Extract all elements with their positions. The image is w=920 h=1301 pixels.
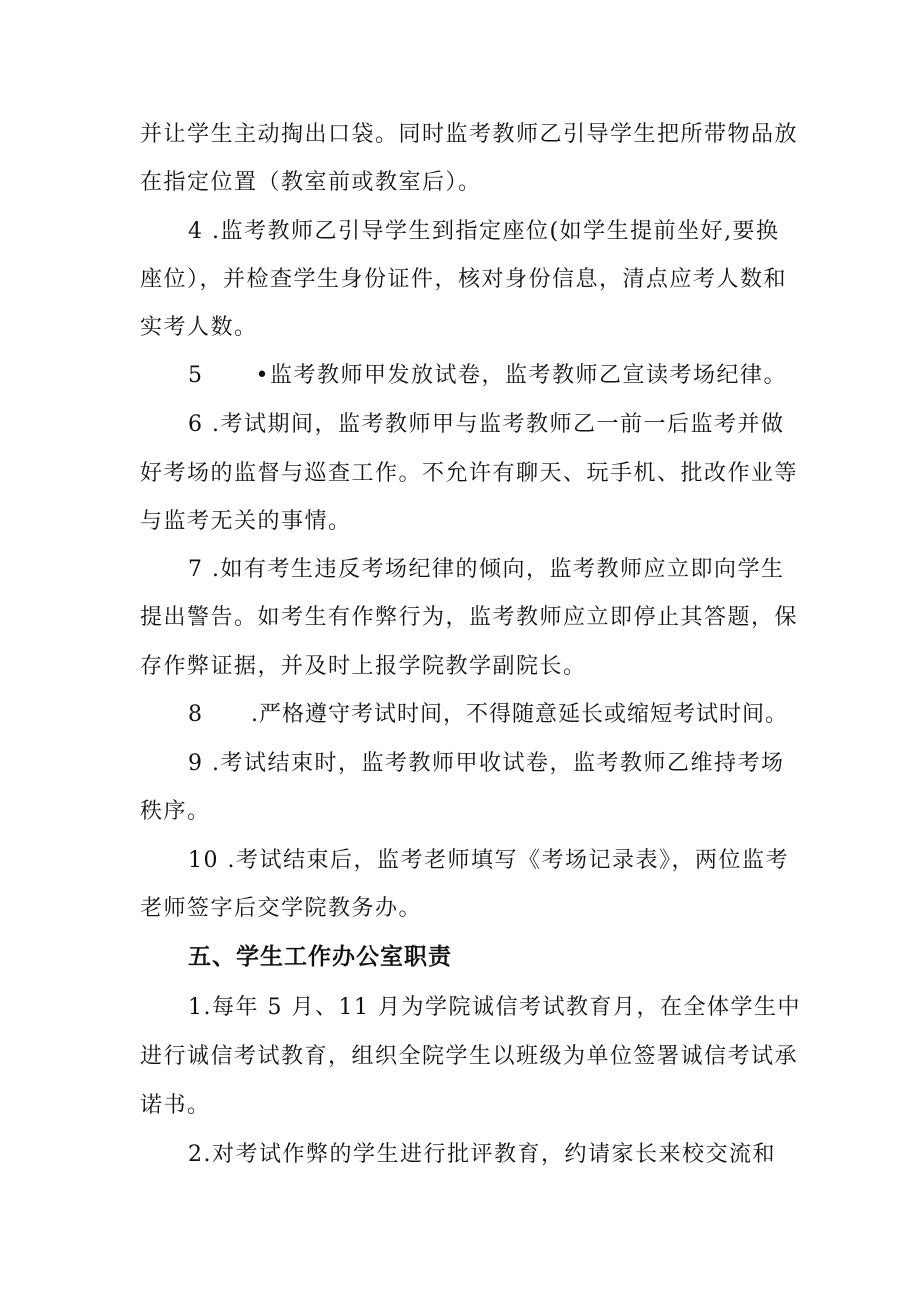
paragraph-line: 老师签字后交学院教务办。: [140, 896, 423, 921]
list-item-1-line: 1.每年 5 月、11 月为学院诚信考试教育月，在全体学生中: [188, 995, 801, 1020]
list-item-8-line: [188, 700, 848, 730]
list-item-6-line: 6 .考试期间，监考教师甲与监考教师乙一前一后监考并做: [188, 412, 785, 437]
section-heading: 五、学生工作办公室职责: [188, 944, 452, 970]
list-item-text: •监考教师甲发放试卷，监考教师乙宣读考场纪律。: [255, 363, 787, 388]
list-item-7-line: 7 .如有考生违反考场纪律的倾向，监考教师应立即向学生: [188, 557, 785, 582]
paragraph-line: 好考场的监督与巡查工作。不允许有聊天、玩手机、批改作业等: [140, 461, 799, 486]
paragraph-line: 提出警告。如考生有作弊行为，监考教师应立即停止其答题，保: [140, 605, 799, 630]
list-number: 8: [188, 702, 203, 727]
list-number: 5: [188, 363, 204, 388]
paragraph-line: 秩序。: [140, 799, 211, 824]
list-item-4-line: 4 .监考教师乙引导学生到指定座位(如学生提前坐好,要换: [188, 219, 780, 244]
list-item-10-line: 10 .考试结束后，监考老师填写《考场记录表》，两位监考: [188, 848, 789, 873]
paragraph-line: 座位），并检查学生身份证件，核对身份信息，清点应考人数和: [140, 267, 788, 292]
paragraph-line: 进行诚信考试教育，组织全院学生以班级为单位签署诚信考试承: [140, 1044, 799, 1069]
paragraph-line: 与监考无关的事情。: [140, 509, 352, 534]
paragraph-line: 并让学生主动掏出口袋。同时监考教师乙引导学生把所带物品放: [140, 122, 799, 147]
paragraph-line: 存作弊证据，并及时上报学院教学副院长。: [140, 654, 587, 679]
paragraph-line: 诺书。: [140, 1093, 211, 1118]
list-item-text: .严格遵守考试时间，不得随意延长或缩短考试时间。: [251, 702, 788, 727]
list-item-5-line: [188, 361, 848, 391]
list-item-2-line: 2.对考试作弊的学生进行批评教育，约请家长来校交流和: [188, 1142, 776, 1167]
list-item-9-line: 9 .考试结束时，监考教师甲收试卷，监考教师乙维持考场: [188, 751, 785, 776]
paragraph-line: 在指定位置（教室前或教室后）。: [140, 170, 482, 195]
paragraph-line: 实考人数。: [140, 315, 258, 340]
